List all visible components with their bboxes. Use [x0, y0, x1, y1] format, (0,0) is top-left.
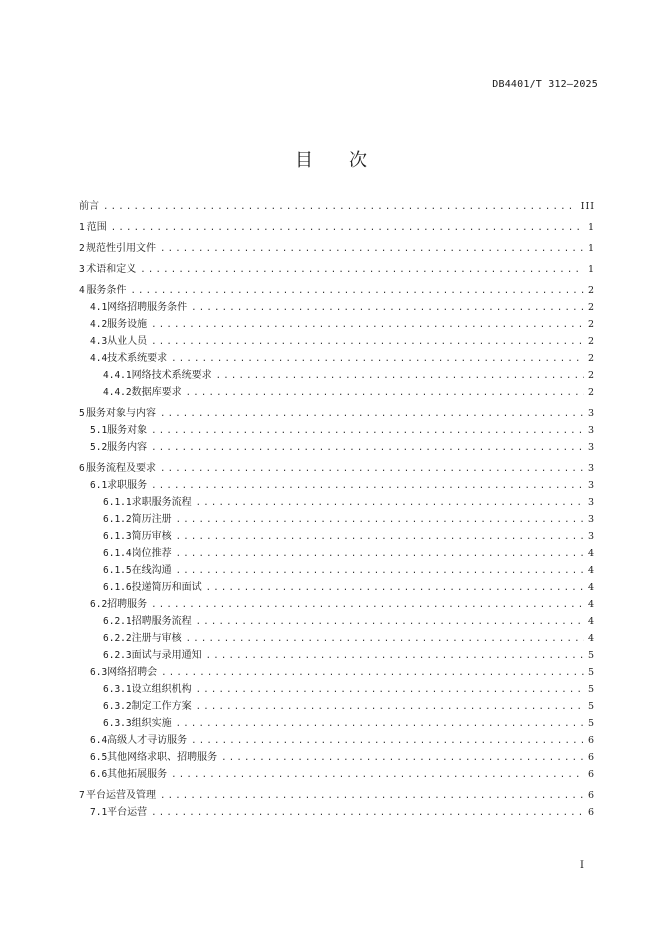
toc-leader-dots	[206, 648, 584, 665]
toc-entry[interactable]	[79, 804, 595, 821]
toc-entry[interactable]	[79, 198, 595, 215]
toc-entry[interactable]	[79, 749, 595, 766]
toc-entry-page: 3	[587, 442, 595, 453]
toc-entry[interactable]	[79, 261, 595, 278]
toc-entry-title: 平台运营及管理	[85, 790, 156, 801]
toc-entry-number: 6.1	[90, 480, 108, 491]
toc-entry-number: 6.2.3	[103, 650, 132, 661]
toc-entry-page: 6	[587, 790, 595, 801]
toc-leader-dots	[176, 563, 584, 580]
toc-entry-number: 6.1.2	[103, 514, 132, 525]
toc-entry-page: 2	[587, 370, 595, 381]
toc-entry-page: 3	[587, 463, 595, 474]
toc-entry-page: 3	[587, 425, 595, 436]
toc-entry-page: 2	[587, 319, 595, 330]
toc-entry-page: 2	[587, 336, 595, 347]
toc-leader-dots	[160, 788, 584, 805]
toc-entry-title: 招聘服务	[107, 599, 148, 610]
toc-entry-page: 4	[587, 582, 595, 593]
toc-leader-dots	[196, 614, 584, 631]
toc-leader-dots	[171, 767, 584, 784]
toc-leader-dots	[111, 220, 584, 237]
toc-entry-page: 3	[587, 531, 595, 542]
toc-entry[interactable]	[79, 477, 595, 494]
toc-entry[interactable]	[79, 240, 595, 257]
toc-entry[interactable]	[79, 460, 595, 477]
toc-entry-number: 4	[79, 285, 85, 296]
toc-leader-dots	[191, 733, 584, 750]
toc-entry-page: 3	[587, 408, 595, 419]
toc-entry-page: 2	[587, 353, 595, 364]
toc-leader-dots	[151, 478, 584, 495]
toc-entry-title: 求职服务	[107, 480, 148, 491]
toc-entry-title: 求职服务流程	[131, 497, 192, 508]
toc-entry-title: 前言	[79, 201, 99, 212]
toc-entry-title: 从业人员	[107, 336, 148, 347]
toc-entry-number: 5.2	[90, 442, 108, 453]
toc-entry-title: 面试与录用通知	[131, 650, 202, 661]
toc-entry-number: 6.1.1	[103, 497, 132, 508]
toc-entry[interactable]	[79, 681, 595, 698]
toc-entry-page: 6	[587, 752, 595, 763]
toc-leader-dots	[160, 406, 584, 423]
toc-entry-title: 服务内容	[107, 442, 148, 453]
toc-entry-page: 2	[587, 285, 595, 296]
toc-leader-dots	[176, 529, 584, 546]
toc-leader-dots	[161, 665, 584, 682]
toc-entry[interactable]	[79, 219, 595, 236]
toc-entry-title: 服务对象	[107, 425, 148, 436]
toc-entry-number: 5	[79, 408, 85, 419]
toc-leader-dots	[196, 495, 584, 512]
toc-entry[interactable]	[79, 405, 595, 422]
toc-entry-title: 平台运营	[107, 807, 148, 818]
toc-entry-page: 6	[587, 735, 595, 746]
toc-leader-dots	[176, 716, 584, 733]
toc-entry[interactable]	[79, 384, 595, 401]
toc-leader-dots	[160, 241, 584, 258]
toc-leader-dots	[151, 334, 584, 351]
toc-leader-dots	[191, 300, 584, 317]
toc-entry-number: 6.1.3	[103, 531, 132, 542]
toc-entry-title: 其他拓展服务	[107, 769, 168, 780]
toc-entry-title: 术语和定义	[86, 264, 137, 275]
toc-entry-page: III	[580, 201, 595, 212]
toc-entry-title: 岗位推荐	[131, 548, 172, 559]
toc-leader-dots	[160, 461, 584, 478]
toc-entry-title: 组织实施	[131, 718, 172, 729]
toc-leader-dots	[221, 750, 584, 767]
toc-entry-title: 网络技术系统要求	[131, 370, 212, 381]
toc-entry-page: 4	[587, 565, 595, 576]
toc-entry-title: 其他网络求职、招聘服务	[107, 752, 218, 763]
toc-entry-number: 6.3	[90, 667, 108, 678]
toc-entry-number: 2	[79, 243, 85, 254]
toc-entry[interactable]	[79, 596, 595, 613]
toc-entry[interactable]	[79, 350, 595, 367]
toc-entry-number: 4.4.1	[103, 370, 132, 381]
toc-entry[interactable]	[79, 698, 595, 715]
toc-entry-page: 4	[587, 599, 595, 610]
toc-leader-dots	[151, 805, 584, 822]
toc-entry-title: 服务流程及要求	[85, 463, 156, 474]
toc-entry-page: 5	[587, 684, 595, 695]
toc-leader-dots	[196, 682, 584, 699]
toc-entry-title: 服务条件	[86, 285, 127, 296]
toc-entry-page: 1	[587, 264, 595, 275]
toc-leader-dots	[176, 546, 584, 563]
toc-entry-page: 6	[587, 769, 595, 780]
toc-entry-number: 4.4	[90, 353, 108, 364]
toc-leader-dots	[186, 631, 584, 648]
toc-entry[interactable]	[79, 787, 595, 804]
toc-leader-dots	[151, 317, 584, 334]
toc-entry-number: 4.1	[90, 302, 108, 313]
toc-entry[interactable]	[79, 732, 595, 749]
page-title: 目次	[295, 150, 403, 171]
toc-entry-page: 3	[587, 480, 595, 491]
toc-entry-title: 投递简历和面试	[131, 582, 202, 593]
table-of-contents	[79, 198, 595, 821]
toc-entry-title: 技术系统要求	[107, 353, 168, 364]
toc-entry-number: 6.3.3	[103, 718, 132, 729]
toc-entry-number: 4.3	[90, 336, 108, 347]
toc-entry-title: 招聘服务流程	[131, 616, 192, 627]
toc-leader-dots	[206, 580, 584, 597]
toc-leader-dots	[151, 440, 584, 457]
toc-leader-dots	[176, 512, 584, 529]
toc-entry-title: 简历审核	[131, 531, 172, 542]
toc-leader-dots	[103, 199, 577, 216]
toc-entry-number: 1	[79, 222, 85, 233]
toc-entry-number: 7	[79, 790, 85, 801]
toc-entry[interactable]	[79, 562, 595, 579]
toc-entry[interactable]	[79, 333, 595, 350]
toc-entry[interactable]	[79, 647, 595, 664]
toc-entry[interactable]	[79, 664, 595, 681]
toc-entry-page: 4	[587, 633, 595, 644]
toc-entry-title: 规范性引用文件	[85, 243, 156, 254]
toc-entry-number: 6.2.1	[103, 616, 132, 627]
toc-entry-page: 1	[587, 222, 595, 233]
toc-entry-number: 6.1.5	[103, 565, 132, 576]
toc-entry[interactable]	[79, 282, 595, 299]
toc-entry-title: 制定工作方案	[131, 701, 192, 712]
toc-leader-dots	[186, 385, 584, 402]
toc-entry-title: 网络招聘会	[107, 667, 158, 678]
toc-entry-title: 服务设施	[107, 319, 148, 330]
toc-entry-page: 3	[587, 514, 595, 525]
toc-entry-number: 5.1	[90, 425, 108, 436]
toc-entry-title: 高级人才寻访服务	[107, 735, 188, 746]
toc-entry-title: 网络招聘服务条件	[107, 302, 188, 313]
toc-entry-page: 4	[587, 548, 595, 559]
toc-entry-title: 简历注册	[131, 514, 172, 525]
toc-entry-page: 5	[587, 667, 595, 678]
toc-entry-number: 6	[79, 463, 85, 474]
toc-entry-page: 5	[587, 701, 595, 712]
toc-leader-dots	[196, 699, 584, 716]
toc-entry[interactable]	[79, 299, 595, 316]
toc-entry[interactable]	[79, 439, 595, 456]
toc-entry-page: 1	[587, 243, 595, 254]
toc-entry[interactable]	[79, 528, 595, 545]
toc-entry-number: 6.2	[90, 599, 108, 610]
toc-entry-page: 2	[587, 387, 595, 398]
toc-entry[interactable]	[79, 511, 595, 528]
toc-entry[interactable]	[79, 766, 595, 783]
document-id: DB4401/T 312—2025	[492, 79, 598, 90]
toc-entry-page: 3	[587, 497, 595, 508]
toc-leader-dots	[140, 262, 584, 279]
toc-entry-number: 3	[79, 264, 85, 275]
toc-entry-title: 在线沟通	[131, 565, 172, 576]
toc-entry-page: 2	[587, 302, 595, 313]
toc-entry[interactable]	[79, 630, 595, 647]
toc-leader-dots	[171, 351, 584, 368]
toc-leader-dots	[151, 597, 584, 614]
toc-entry-number: 6.3.2	[103, 701, 132, 712]
toc-entry-title: 数据库要求	[131, 387, 182, 398]
page-number: I	[580, 860, 584, 871]
toc-entry-number: 6.1.4	[103, 548, 132, 559]
toc-entry-number: 6.1.6	[103, 582, 132, 593]
toc-entry-page: 6	[587, 807, 595, 818]
toc-entry-number: 6.3.1	[103, 684, 132, 695]
toc-entry[interactable]	[79, 422, 595, 439]
toc-entry-title: 范围	[86, 222, 107, 233]
toc-entry-number: 6.2.2	[103, 633, 132, 644]
toc-entry[interactable]	[79, 367, 595, 384]
toc-leader-dots	[216, 368, 584, 385]
toc-entry[interactable]	[79, 494, 595, 511]
toc-entry-number: 4.2	[90, 319, 108, 330]
toc-entry[interactable]	[79, 579, 595, 596]
toc-leader-dots	[130, 283, 584, 300]
toc-entry-title: 服务对象与内容	[85, 408, 156, 419]
toc-entry-number: 7.1	[90, 807, 108, 818]
toc-entry-page: 5	[587, 650, 595, 661]
toc-entry[interactable]	[79, 613, 595, 630]
toc-entry-page: 4	[587, 616, 595, 627]
toc-entry-number: 6.6	[90, 769, 108, 780]
toc-entry-number: 6.5	[90, 752, 108, 763]
toc-leader-dots	[151, 423, 584, 440]
toc-entry-number: 6.4	[90, 735, 108, 746]
toc-entry[interactable]	[79, 545, 595, 562]
toc-entry[interactable]	[79, 715, 595, 732]
toc-entry-number: 4.4.2	[103, 387, 132, 398]
toc-entry-title: 注册与审核	[131, 633, 182, 644]
toc-entry-page: 5	[587, 718, 595, 729]
toc-entry-title: 设立组织机构	[131, 684, 192, 695]
toc-entry[interactable]	[79, 316, 595, 333]
